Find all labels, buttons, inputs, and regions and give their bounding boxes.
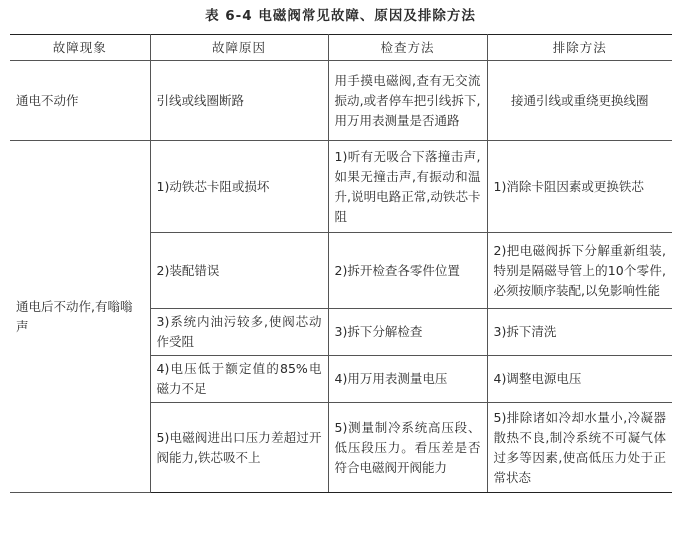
cause-cell: 4)电压低于额定值的85%电磁力不足	[150, 356, 328, 403]
header-remedy: 排除方法	[487, 35, 672, 61]
cause-cell: 3)系统内油污较多,使阀芯动作受阻	[150, 309, 328, 356]
table-header-row	[10, 35, 672, 61]
table-row	[10, 61, 672, 141]
table-title: 表 6-4 电磁阀常见故障、原因及排除方法	[205, 8, 476, 24]
remedy-cell: 4)调整电源电压	[487, 356, 672, 403]
phenomenon-cell: 通电后不动作,有嗡嗡声	[10, 141, 150, 493]
remedy-cell: 1)消除卡阻因素或更换铁芯	[487, 141, 672, 233]
check-cell: 4)用万用表测量电压	[328, 356, 487, 403]
phenomenon-cell: 通电不动作	[10, 61, 150, 141]
check-cell: 2)拆开检查各零件位置	[328, 233, 487, 309]
remedy-cell: 3)拆下清洗	[487, 309, 672, 356]
remedy-cell: 5)排除诸如冷却水量小,冷凝器散热不良,制冷系统不可凝气体过多等因素,使高低压力处于正常状态	[487, 403, 672, 493]
remedy-cell: 接通引线或重绕更换线圈	[487, 61, 672, 141]
remedy-cell: 2)把电磁阀拆下分解重新组装,特别是隔磁导管上的10个零件,必须按顺序装配,以免影响性能	[487, 233, 672, 309]
table-row	[10, 141, 672, 233]
check-cell: 用手摸电磁阀,查有无交流振动,或者停车把引线拆下,用万用表测量是否通路	[328, 61, 487, 141]
cause-cell: 5)电磁阀进出口压力差超过开阀能力,铁芯吸不上	[150, 403, 328, 493]
check-cell: 1)听有无吸合下落撞击声,如果无撞击声,有振动和温升,说明电路正常,动铁芯卡阻	[328, 141, 487, 233]
fault-table	[10, 34, 672, 493]
cause-cell: 引线或线圈断路	[150, 61, 328, 141]
header-phenomenon: 故障现象	[10, 35, 150, 61]
cause-cell: 2)装配错误	[150, 233, 328, 309]
check-cell: 5)测量制冷系统高压段、低压段压力。看压差是否符合电磁阀开阀能力	[328, 403, 487, 493]
check-cell: 3)拆下分解检查	[328, 309, 487, 356]
header-cause: 故障原因	[150, 35, 328, 61]
cause-cell: 1)动铁芯卡阻或损坏	[150, 141, 328, 233]
header-check: 检查方法	[328, 35, 487, 61]
